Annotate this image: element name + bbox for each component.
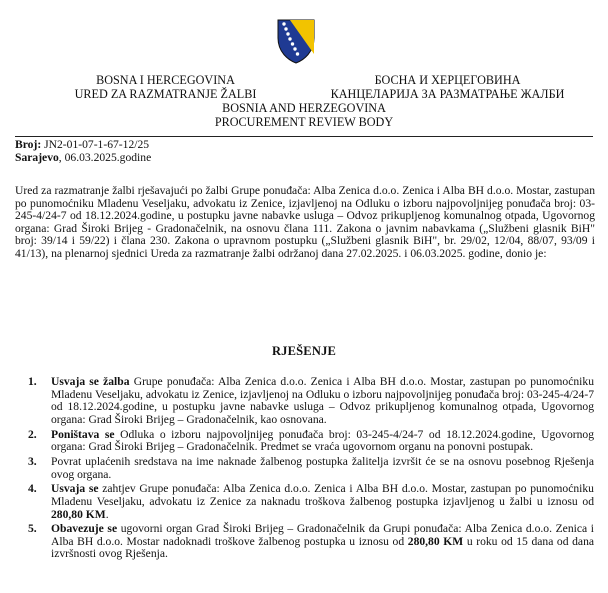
decision-item	[14, 376, 594, 426]
header-office-cyrillic: КАНЦЕЛАРИЈА ЗА РАЗМАТРАЊЕ ЖАЛБИ	[330, 87, 565, 101]
header-office-english: PROCUREMENT REVIEW BODY	[214, 114, 394, 129]
item-bold-lead: Obavezuje se	[51, 522, 118, 536]
item-text: zahtjev Grupe ponuđača: Alba Zenica d.o.o. Zenica i Alba BH d.o.o. Mostar, zastupan po punomoćniku Mladenu Veseljaku, advokatu iz Zenice za naknadu troškova žalbenog postupka izjavljenog u žalbi u iznosu od	[51, 482, 594, 508]
item-amount: 280,80 KM	[51, 507, 106, 521]
item-number: 1.	[28, 375, 37, 388]
header-right	[325, 73, 570, 101]
header-left	[63, 73, 268, 101]
item-amount: 280,80 KM	[407, 534, 464, 548]
bih-coat-of-arms-icon	[276, 18, 316, 64]
header-country-english: BOSNIA AND HERZEGOVINA	[222, 101, 386, 115]
decision-item	[14, 429, 594, 454]
item-number: 3.	[28, 454, 37, 468]
decision-item	[14, 456, 594, 481]
document-meta	[15, 139, 151, 164]
item-text: Odluka o izboru najpovoljnijeg ponuđača broj: 03-245-4/24-7 od 18.12.2024.godine, Ugovornog organa: Grad Široki Brijeg – Gradonačelnik. Predmet se vraća ugovornom organu na ponovni postupak.	[51, 427, 594, 454]
header-office-latin: URED ZA RAZMATRANJE ŽALBI	[74, 87, 257, 101]
item-bold-lead: Poništava se	[51, 427, 115, 441]
decision-title: RJEŠENJE	[271, 344, 337, 358]
item-number: 5.	[28, 522, 37, 536]
header-country-latin: BOSNA I HERCEGOVINA	[96, 73, 235, 87]
header-divider	[15, 136, 593, 137]
place-label: Sarajevo	[15, 150, 59, 164]
item-text: ugovorni organ Grad Široki Brijeg – Gradonačelnik da Grupi ponuđača: Alba Zenica d.o.o. Zenica i Alba BH d.o.o. Mostar nadoknadi troškove žalbenog postupka u iznosu od	[51, 522, 594, 548]
item-number: 4.	[28, 482, 37, 496]
decision-item	[14, 483, 594, 521]
number-label: Broj:	[15, 138, 42, 151]
decision-list	[14, 376, 594, 563]
document-place-date	[15, 152, 151, 165]
date-value: , 06.03.2025.godine	[58, 150, 152, 164]
item-bold-lead: Usvaja se	[51, 482, 99, 496]
decision-item	[14, 523, 594, 561]
intro-paragraph: Ured za razmatranje žalbi rješavajući po žalbi Grupe ponuđača: Alba Zenica d.o.o. Zenica i Alba BH d.o.o. Mostar, zastupan po punomoćniku Mladenu Veseljaku, advokatu iz Zenice, izjavljenoj na Odluku o izboru najpovoljnijeg ponuđača broj: 03-245-4/24-7 od 18.12.2024.godine, u postupku javne nabavke usluga – Odvoz prikupljenog komunalnog otpada, Ugovornog organa: Grad Široki Brijeg - Gradonačelnik, na osnovu člana 111. Zakona o javnim nabavkama („Službeni glasnik BiH" broj: 39/14 i 59/22) i člana 230. Zakona o upravnom postupku („Službeni glasnik BiH", br. 29/02, 12/04, 88/07, 93/09 i 41/13), na plenarnoj sjednici Ureda za razmatranje žalbi održanoj dana 27.02.2025. i 06.03.2025. godine, donio je:	[15, 184, 595, 260]
item-text-end: .	[105, 507, 109, 521]
header-center	[0, 102, 608, 129]
header-country-cyrillic: БОСНА И ХЕРЦЕГОВИНА	[374, 73, 521, 87]
item-text-end: u roku od 15 dana od dana izvršnosti ovog Rješenja.	[51, 534, 595, 561]
number-value: JN2-01-07-1-67-12/25	[41, 138, 150, 151]
item-text: Povrat uplaćenih sredstava na ime naknade žalbenog postupka žalitelja izvršit će se na osnovu posebnog Rješenja ovog organa.	[51, 454, 594, 481]
item-number: 2.	[28, 427, 37, 441]
item-bold-lead: Usvaja se žalba	[51, 375, 130, 388]
item-text: Grupe ponuđača: Alba Zenica d.o.o. Zenica i Alba BH d.o.o. Mostar, zastupan po punomoćniku Mladenu Veseljaku, advokatu iz Zenice, izjavljenoj na Odluku o izboru najpovoljnijeg ponuđača broj: 03-245-4/24-7 od 18.12.2024.godine, u postupku javne nabavke usluga – Odvoz prikupljenog komunalnog otpada, Ugovornog organa: Grad Široki Brijeg – Gradonačelnik, kao osnovana.	[51, 375, 594, 426]
